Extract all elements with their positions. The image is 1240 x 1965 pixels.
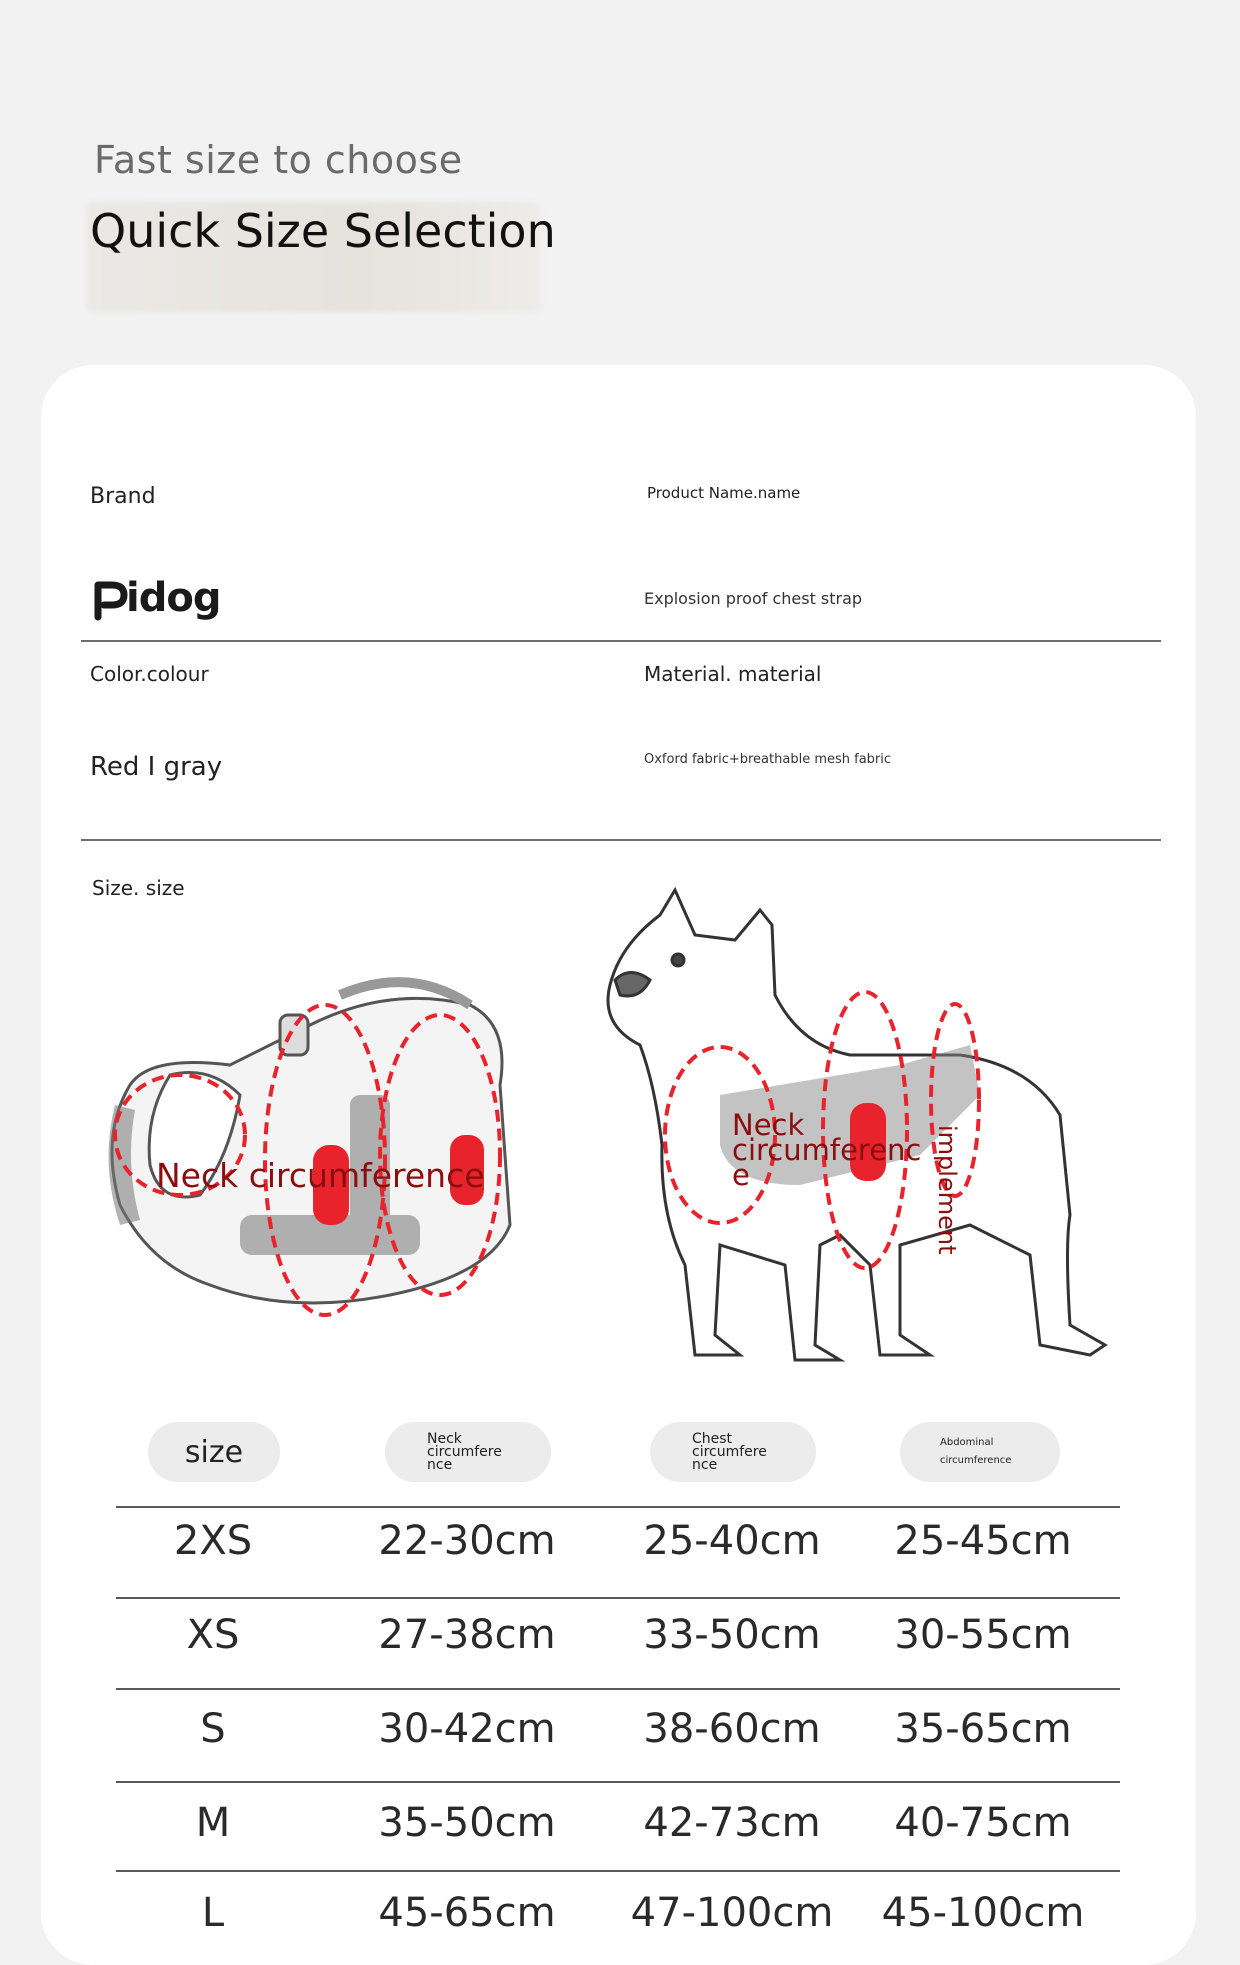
page-title: Quick Size Selection [90, 204, 556, 258]
cell-chest: 38-60cm [643, 1706, 821, 1752]
product-name-label: Product Name.name [647, 484, 801, 502]
table-divider [116, 1781, 1120, 1783]
divider [81, 839, 1161, 841]
table-divider [116, 1506, 1120, 1508]
material-value: Oxford fabric+breathable mesh fabric [644, 752, 892, 767]
cell-neck: 35-50cm [378, 1800, 556, 1846]
cell-neck: 30-42cm [378, 1706, 556, 1752]
product-name-value: Explosion proof chest strap [644, 589, 863, 608]
cell-chest: 42-73cm [643, 1800, 821, 1846]
header-chest: Chest circumfere nce [650, 1422, 816, 1482]
header-size: size [148, 1422, 280, 1482]
harness-illustration [90, 965, 530, 1335]
cell-size: M [195, 1800, 231, 1846]
cell-abdominal: 40-75cm [894, 1800, 1072, 1846]
cell-size: S [200, 1706, 226, 1752]
color-value: Red I gray [90, 752, 223, 782]
cell-abdominal: 35-65cm [894, 1706, 1072, 1752]
cell-neck: 22-30cm [378, 1518, 556, 1564]
header-neck: Neck circumfere nce [385, 1422, 551, 1482]
divider [81, 640, 1161, 642]
cell-abdominal: 45-100cm [881, 1890, 1085, 1936]
table-divider [116, 1870, 1120, 1872]
cell-chest: 33-50cm [643, 1612, 821, 1658]
material-label: Material. material [644, 662, 822, 686]
brand-label: Brand [90, 484, 156, 509]
cell-size: XS [186, 1612, 240, 1658]
header-abdominal: Abdominal circumference [900, 1422, 1060, 1482]
cell-chest: 47-100cm [630, 1890, 834, 1936]
size-label: Size. size [92, 876, 185, 900]
table-divider [116, 1597, 1120, 1599]
brand-logo: idog [94, 575, 224, 625]
cell-chest: 25-40cm [643, 1518, 821, 1564]
cell-abdominal: 25-45cm [894, 1518, 1072, 1564]
cell-neck: 45-65cm [378, 1890, 556, 1936]
cell-size: 2XS [173, 1518, 253, 1564]
cell-abdominal: 30-55cm [894, 1612, 1072, 1658]
section-subtitle: Fast size to choose [94, 138, 463, 182]
harness-neck-annotation: Neck circumference [156, 1156, 485, 1195]
color-label: Color.colour [90, 662, 209, 686]
dog-abdominal-annotation: implement [933, 1125, 961, 1255]
table-divider [116, 1688, 1120, 1690]
cell-size: L [201, 1890, 225, 1936]
cell-neck: 27-38cm [378, 1612, 556, 1658]
dog-neck-annotation: Neck circumferenc e [732, 1108, 922, 1192]
